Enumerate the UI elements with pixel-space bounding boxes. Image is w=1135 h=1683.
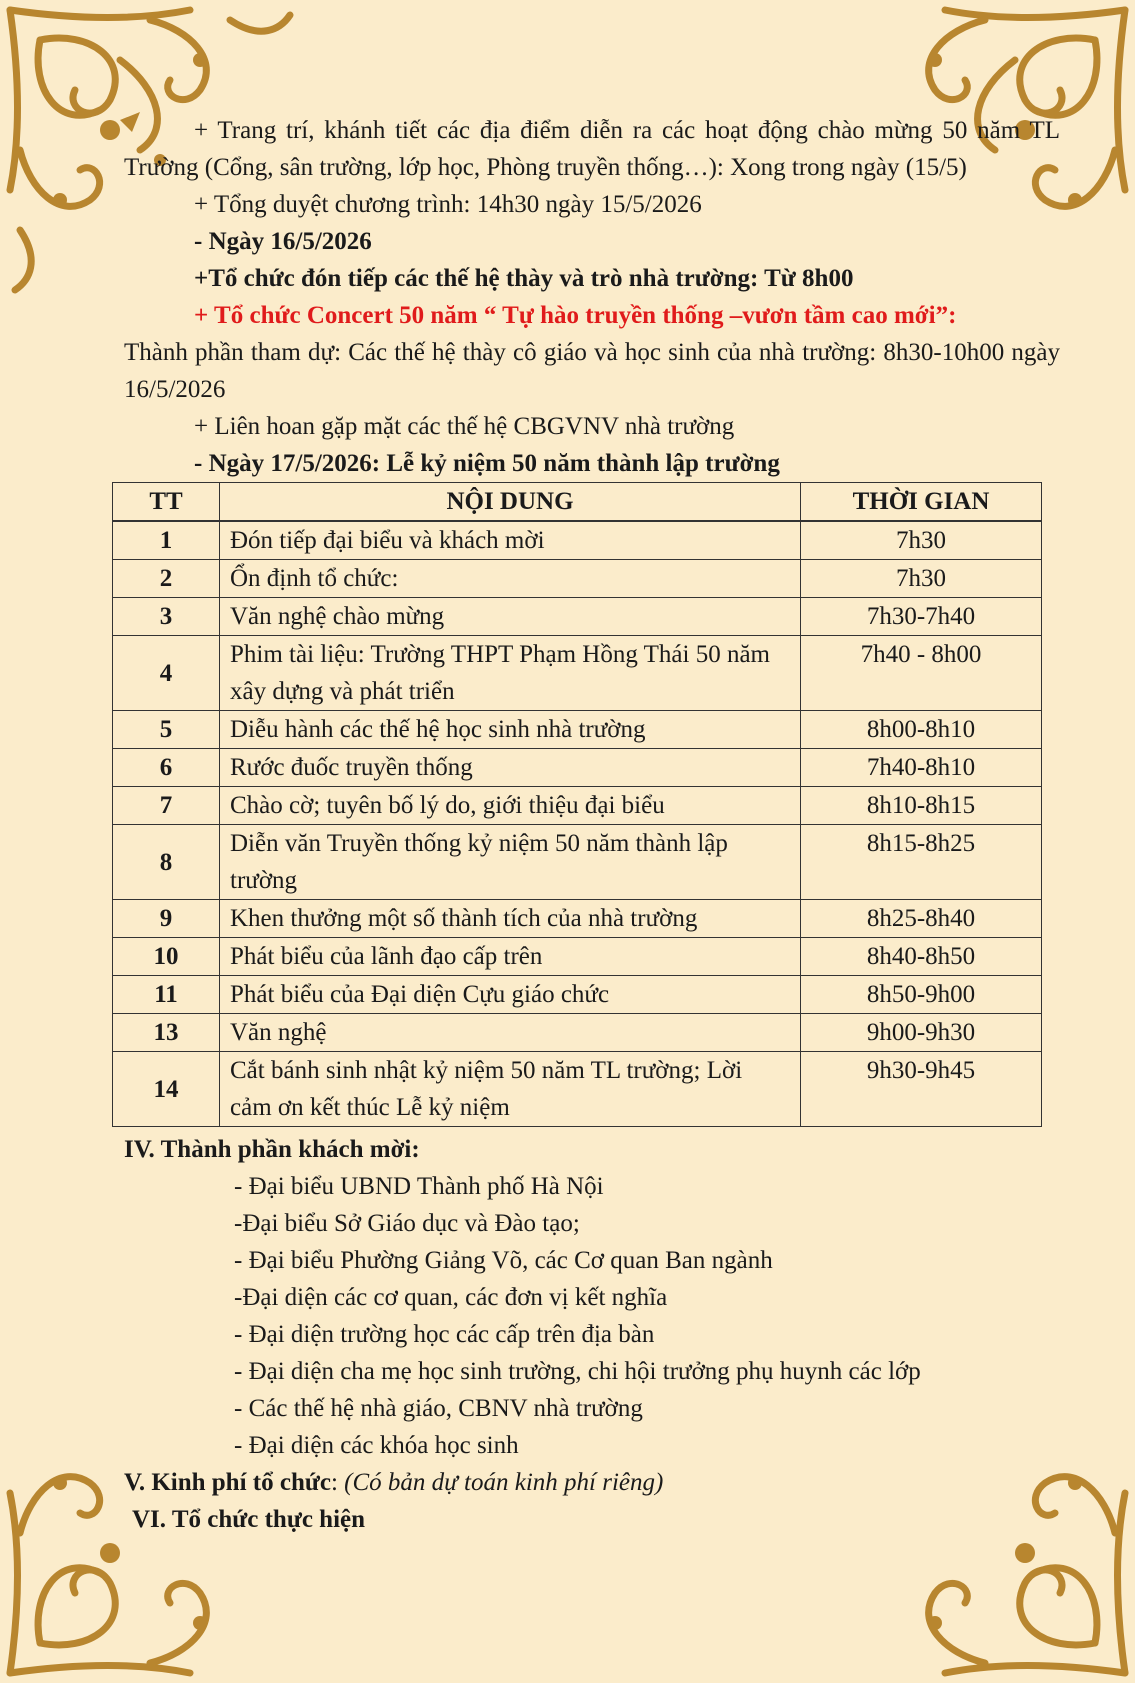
table-row bbox=[113, 1052, 1042, 1127]
cell-content: Diễu hành các thế hệ học sinh nhà trường bbox=[220, 711, 801, 749]
cell-time: 8h50-9h00 bbox=[801, 976, 1042, 1014]
table-row bbox=[113, 560, 1042, 598]
guest-item: - Đại biểu UBND Thành phố Hà Nội bbox=[234, 1173, 604, 1200]
budget-note: (Có bản dự toán kinh phí riêng) bbox=[344, 1469, 664, 1496]
table-row bbox=[113, 938, 1042, 976]
table-row bbox=[113, 521, 1042, 560]
cell-tt: 11 bbox=[113, 976, 220, 1014]
cell-time: 7h30 bbox=[801, 560, 1042, 598]
cell-content: Phát biểu của Đại diện Cựu giáo chức bbox=[220, 976, 801, 1014]
cell-time: 9h00-9h30 bbox=[801, 1014, 1042, 1052]
cell-content: Chào cờ; tuyên bố lý do, giới thiệu đại biểu bbox=[220, 787, 801, 825]
cell-content: Phát biểu của lãnh đạo cấp trên bbox=[220, 938, 801, 976]
cell-content: Văn nghệ chào mừng bbox=[220, 598, 801, 636]
cell-time: 9h30-9h45 bbox=[801, 1052, 1042, 1127]
cell-tt: 1 bbox=[113, 521, 220, 560]
table-row bbox=[113, 825, 1042, 900]
budget-line bbox=[124, 1464, 1060, 1501]
cell-content: Đón tiếp đại biểu và khách mời bbox=[220, 521, 801, 560]
guest-item: - Đại diện trường học các cấp trên địa bàn bbox=[234, 1321, 655, 1348]
table-row bbox=[113, 711, 1042, 749]
cell-content: Văn nghệ bbox=[220, 1014, 801, 1052]
cell-tt: 14 bbox=[113, 1052, 220, 1127]
schedule-table bbox=[112, 482, 1042, 1127]
table-row bbox=[113, 1014, 1042, 1052]
cell-time: 8h40-8h50 bbox=[801, 938, 1042, 976]
cell-tt: 9 bbox=[113, 900, 220, 938]
guest-item: - Đại diện các khóa học sinh bbox=[234, 1432, 519, 1459]
table-row bbox=[113, 749, 1042, 787]
guest-item: -Đại biểu Sở Giáo dục và Đào tạo; bbox=[234, 1210, 580, 1237]
table-row bbox=[113, 976, 1042, 1014]
schedule-table-body bbox=[113, 521, 1042, 1127]
rehearsal-line: + Tổng duyệt chương trình: 14h30 ngày 15/5/2026 bbox=[194, 191, 702, 218]
welcome-line: +Tổ chức đón tiếp các thế hệ thày và trò nhà trường: Từ 8h00 bbox=[194, 265, 854, 292]
cell-tt: 7 bbox=[113, 787, 220, 825]
budget-colon: : bbox=[330, 1469, 345, 1496]
decoration-line: + Trang trí, khánh tiết các địa điểm diễn ra các hoạt động chào mừng 50 năm TL Trường (Cổng, sân trường, lớp học, Phòng truyền thống…): Xong trong ngày (15/5) bbox=[124, 117, 1060, 181]
guest-item: - Đại diện cha mẹ học sinh trường, chi hội trưởng phụ huynh các lớp bbox=[234, 1358, 921, 1385]
cell-time: 8h00-8h10 bbox=[801, 711, 1042, 749]
cell-time: 8h15-8h25 bbox=[801, 825, 1042, 900]
cell-time: 7h40-8h10 bbox=[801, 749, 1042, 787]
guests-heading: IV. Thành phần khách mời: bbox=[124, 1136, 420, 1163]
participants-line: Thành phần tham dự: Các thế hệ thày cô giáo và học sinh của nhà trường: 8h30-10h00 ngày 16/5/2026 bbox=[124, 339, 1060, 403]
implementation-heading: VI. Tổ chức thực hiện bbox=[132, 1506, 366, 1533]
cell-tt: 6 bbox=[113, 749, 220, 787]
table-row bbox=[113, 900, 1042, 938]
table-row bbox=[113, 787, 1042, 825]
cell-time: 8h10-8h15 bbox=[801, 787, 1042, 825]
document-body bbox=[124, 112, 1060, 1538]
cell-time: 8h25-8h40 bbox=[801, 900, 1042, 938]
cell-content: Cắt bánh sinh nhật kỷ niệm 50 năm TL trường; Lời cảm ơn kết thúc Lễ kỷ niệm bbox=[220, 1052, 801, 1127]
table-header-row bbox=[113, 483, 1042, 522]
cell-content: Ổn định tổ chức: bbox=[220, 560, 801, 598]
cell-content: Rước đuốc truyền thống bbox=[220, 749, 801, 787]
budget-label: V. Kinh phí tổ chức bbox=[124, 1469, 331, 1496]
cell-tt: 13 bbox=[113, 1014, 220, 1052]
guest-item: -Đại diện các cơ quan, các đơn vị kết nghĩa bbox=[234, 1284, 668, 1311]
guest-list bbox=[124, 1168, 1060, 1464]
festival-line: + Liên hoan gặp mặt các thế hệ CBGVNV nhà trường bbox=[194, 413, 735, 440]
header-time: THỜI GIAN bbox=[801, 483, 1042, 522]
cell-tt: 5 bbox=[113, 711, 220, 749]
guest-item: - Đại biểu Phường Giảng Võ, các Cơ quan Ban ngành bbox=[234, 1247, 773, 1274]
cell-content: Phim tài liệu: Trường THPT Phạm Hồng Thái 50 năm xây dựng và phát triển bbox=[220, 636, 801, 711]
cell-content: Diễn văn Truyền thống kỷ niệm 50 năm thành lập trường bbox=[220, 825, 801, 900]
header-tt: TT bbox=[113, 483, 220, 522]
header-content: NỘI DUNG bbox=[220, 483, 801, 522]
cell-tt: 4 bbox=[113, 636, 220, 711]
cell-tt: 8 bbox=[113, 825, 220, 900]
cell-tt: 10 bbox=[113, 938, 220, 976]
table-row bbox=[113, 598, 1042, 636]
cell-tt: 2 bbox=[113, 560, 220, 598]
cell-tt: 3 bbox=[113, 598, 220, 636]
concert-line: + Tổ chức Concert 50 năm “ Tự hào truyền thống –vươn tầm cao mới”: bbox=[194, 302, 957, 329]
cell-time: 7h30 bbox=[801, 521, 1042, 560]
guest-item: - Các thế hệ nhà giáo, CBNV nhà trường bbox=[234, 1395, 643, 1422]
cell-content: Khen thưởng một số thành tích của nhà trường bbox=[220, 900, 801, 938]
table-row bbox=[113, 636, 1042, 711]
cell-time: 7h40 - 8h00 bbox=[801, 636, 1042, 711]
day16-heading: - Ngày 16/5/2026 bbox=[194, 228, 372, 255]
day17-heading: - Ngày 17/5/2026: Lễ kỷ niệm 50 năm thành lập trường bbox=[194, 450, 780, 477]
cell-time: 7h30-7h40 bbox=[801, 598, 1042, 636]
